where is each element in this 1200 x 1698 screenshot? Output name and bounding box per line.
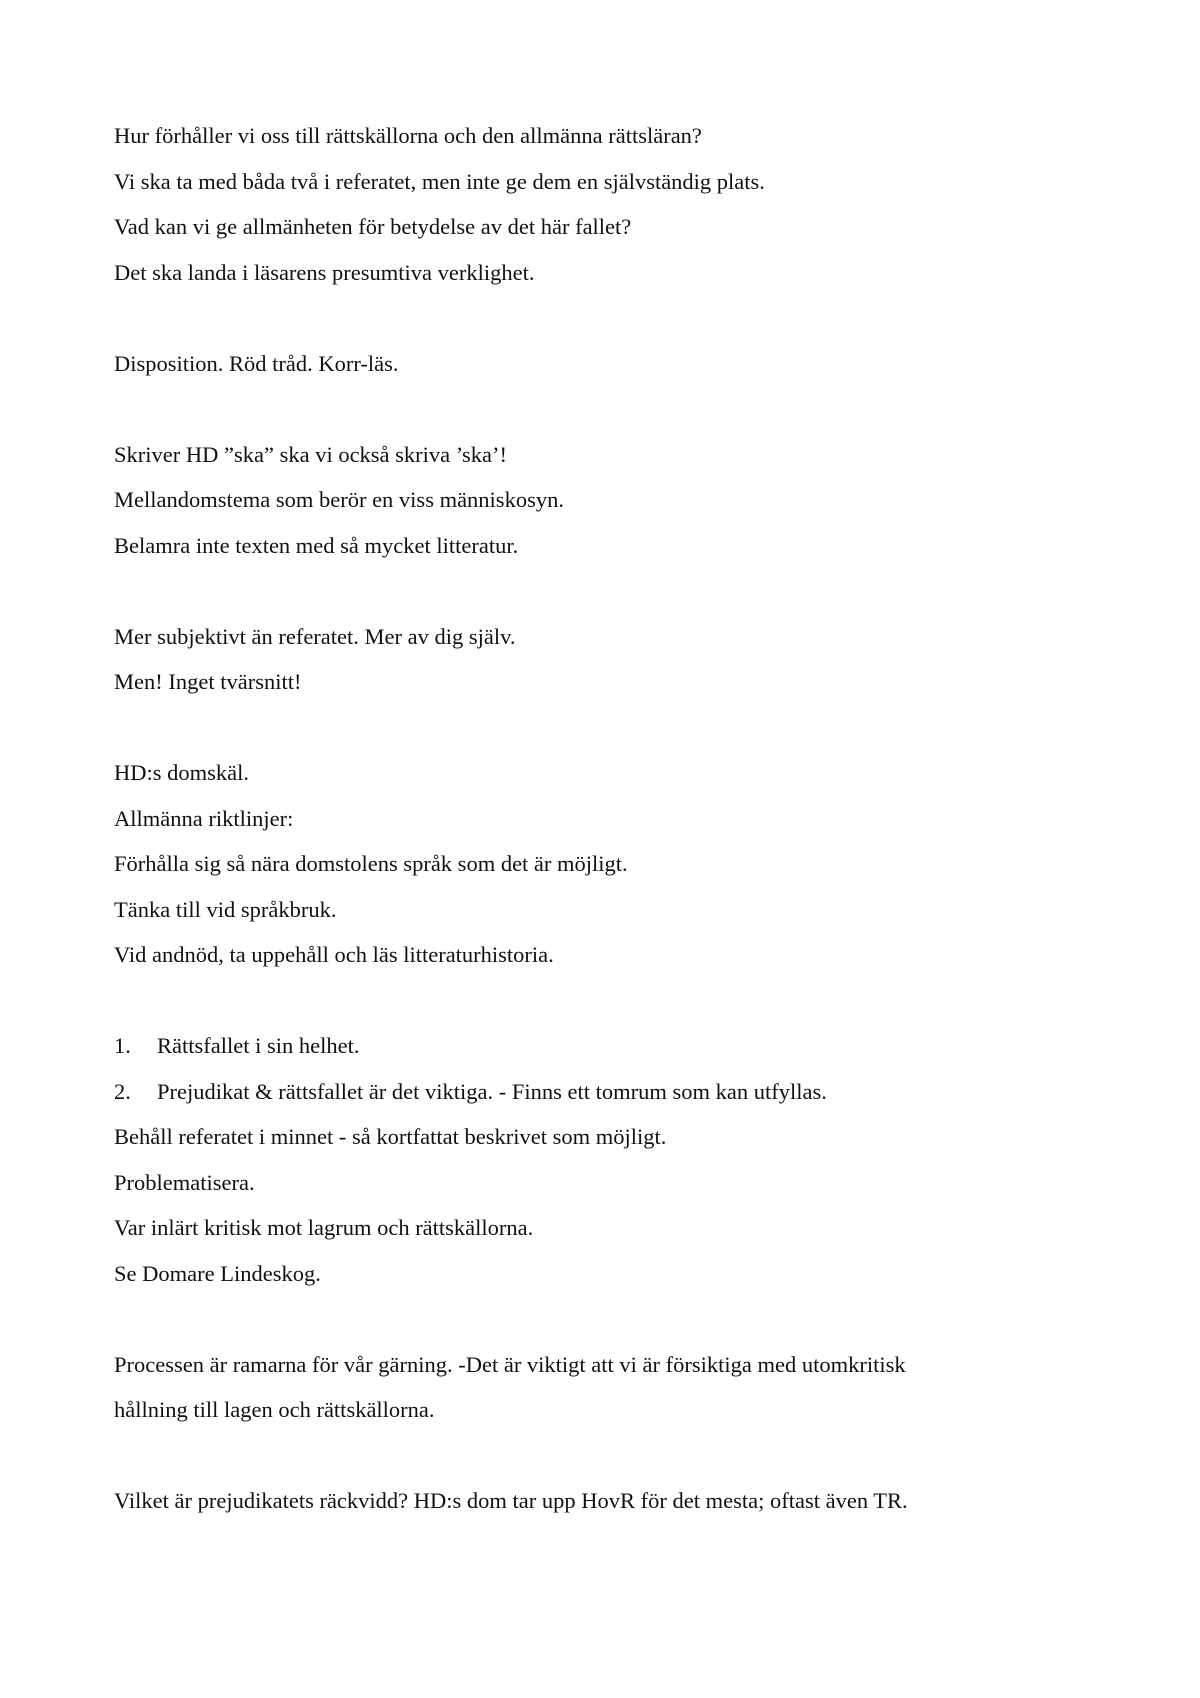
list-item (114, 1023, 1074, 1069)
text-block-precedent (114, 1478, 1074, 1524)
paragraph-line: Processen är ramarna för vår gärning. -Det är viktigt att vi är försiktiga med utomkritisk (114, 1351, 906, 1377)
text-line: Vi ska ta med båda två i referatet, men inte ge dem en självständig plats. (114, 168, 765, 194)
blank-line (114, 978, 1074, 1024)
text-line: Var inlärt kritisk mot lagrum och rättskällorna. (114, 1215, 534, 1240)
text-line: Behåll referatet i minnet - så kortfattat beskrivet som möjligt. (114, 1124, 667, 1149)
blank-line (114, 568, 1074, 614)
text-block-case (114, 1023, 1074, 1296)
paragraph-line: hållning till lagen och rättskällorna. (114, 1397, 435, 1422)
list-item (114, 1069, 1074, 1115)
text-line: Vid andnöd, ta uppehåll och läs litteraturhistoria. (114, 942, 554, 967)
numbered-list (114, 1023, 1074, 1114)
text-line: Men! Inget tvärsnitt! (114, 669, 302, 694)
text-line: Förhålla sig så nära domstolens språk som det är möjligt. (114, 851, 628, 876)
text-block-guidelines (114, 750, 1074, 978)
text-line: Disposition. Röd tråd. Korr-läs. (114, 350, 399, 376)
text-block-process (114, 1342, 1074, 1433)
text-block-sources (114, 113, 1074, 295)
text-line: HD:s domskäl. (114, 760, 249, 785)
blank-line (114, 386, 1074, 432)
text-line: Det ska landa i läsarens presumtiva verklighet. (114, 259, 535, 285)
text-line: Vilket är prejudikatets räckvidd? HD:s dom tar upp HovR för det mesta; oftast även TR. (114, 1488, 908, 1513)
text-line: Allmänna riktlinjer: (114, 805, 294, 831)
text-line: Mellandomstema som berör en viss människosyn. (114, 487, 564, 512)
text-line: Mer subjektivt än referatet. Mer av dig själv. (114, 623, 516, 649)
text-line: Vad kan vi ge allmänheten för betydelse av det här fallet? (114, 214, 632, 239)
list-item-text: Prejudikat & rättsfallet är det viktiga. - Finns ett tomrum som kan utfyllas. (157, 1078, 827, 1104)
text-line: Problematisera. (114, 1169, 255, 1195)
list-number: 2. (114, 1078, 131, 1104)
text-block-subjective (114, 614, 1074, 705)
text-line: Tänka till vid språkbruk. (114, 896, 337, 922)
list-item-text: Rättsfallet i sin helhet. (157, 1033, 360, 1058)
text-line: Skriver HD ”ska” ska vi också skriva ’ska’! (114, 441, 508, 467)
text-line: Belamra inte texten med så mycket litteratur. (114, 532, 519, 558)
blank-line (114, 295, 1074, 341)
list-number: 1. (114, 1033, 131, 1058)
text-line: Se Domare Lindeskog. (114, 1260, 321, 1286)
blank-line (114, 1433, 1074, 1479)
text-block-disposition (114, 341, 1074, 387)
document-page (114, 113, 1074, 1524)
blank-line (114, 705, 1074, 751)
text-block-language (114, 432, 1074, 569)
blank-line (114, 1296, 1074, 1342)
text-line: Hur förhåller vi oss till rättskällorna och den allmänna rättsläran? (114, 123, 702, 148)
